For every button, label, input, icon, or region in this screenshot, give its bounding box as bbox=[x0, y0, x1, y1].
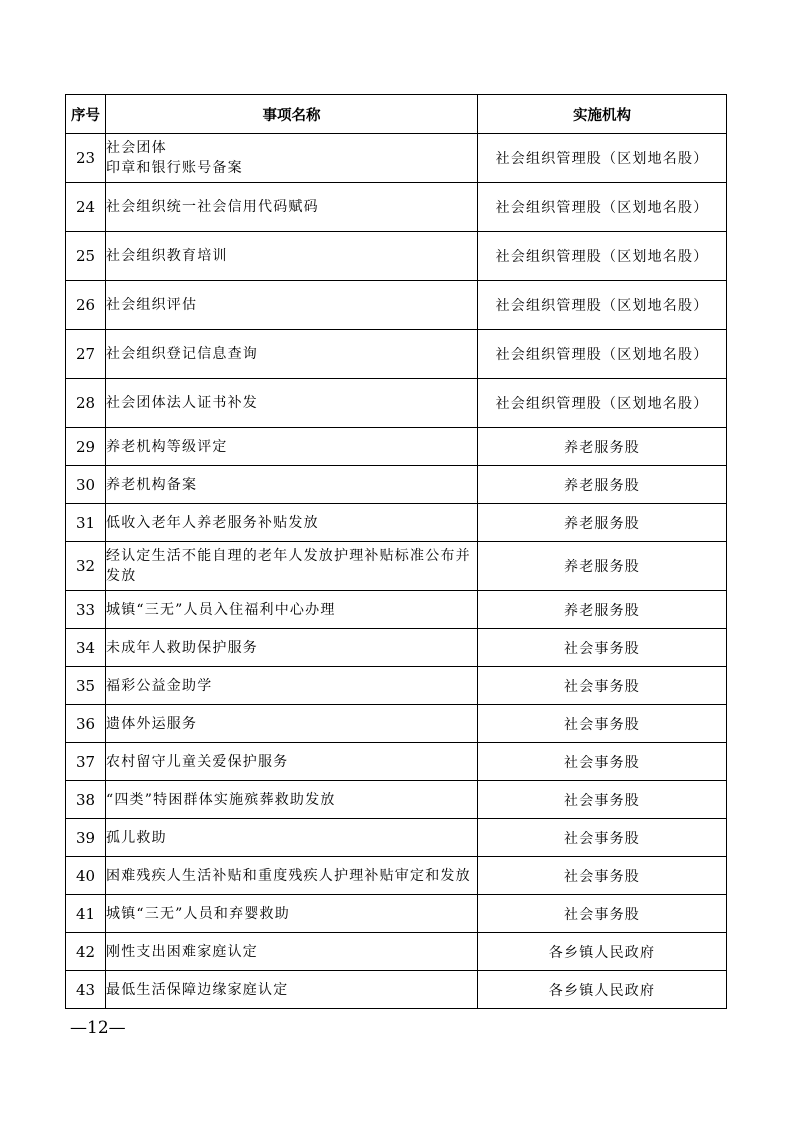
row-item-name: 刚性支出困难家庭认定 bbox=[106, 933, 478, 971]
header-name: 事项名称 bbox=[106, 95, 478, 134]
row-org: 养老服务股 bbox=[478, 504, 727, 542]
row-org: 社会事务股 bbox=[478, 819, 727, 857]
table-row bbox=[66, 281, 727, 330]
row-org: 社会组织管理股（区划地名股） bbox=[478, 281, 727, 330]
row-number: 34 bbox=[66, 629, 106, 667]
row-org: 社会事务股 bbox=[478, 743, 727, 781]
row-number: 35 bbox=[66, 667, 106, 705]
row-item-name: 经认定生活不能自理的老年人发放护理补贴标准公布并发放 bbox=[106, 542, 478, 591]
row-item-name: 社会团体法人证书补发 bbox=[106, 379, 478, 428]
row-org: 养老服务股 bbox=[478, 542, 727, 591]
table-row bbox=[66, 629, 727, 667]
row-org: 社会事务股 bbox=[478, 895, 727, 933]
page-number: —12— bbox=[70, 1018, 126, 1038]
table-row bbox=[66, 379, 727, 428]
row-item-name: 农村留守儿童关爱保护服务 bbox=[106, 743, 478, 781]
row-number: 25 bbox=[66, 232, 106, 281]
row-item-name: 低收入老年人养老服务补贴发放 bbox=[106, 504, 478, 542]
table-row bbox=[66, 232, 727, 281]
row-number: 32 bbox=[66, 542, 106, 591]
row-number: 31 bbox=[66, 504, 106, 542]
row-item-name: 社会组织教育培训 bbox=[106, 232, 478, 281]
table-header-row bbox=[66, 95, 727, 134]
row-number: 26 bbox=[66, 281, 106, 330]
row-item-name: 社会组织评估 bbox=[106, 281, 478, 330]
table-row bbox=[66, 667, 727, 705]
items-table bbox=[65, 94, 727, 1009]
header-org: 实施机构 bbox=[478, 95, 727, 134]
row-number: 43 bbox=[66, 971, 106, 1009]
table-row bbox=[66, 781, 727, 819]
table-row bbox=[66, 819, 727, 857]
row-number: 40 bbox=[66, 857, 106, 895]
row-org: 养老服务股 bbox=[478, 428, 727, 466]
table-row bbox=[66, 504, 727, 542]
table-row bbox=[66, 895, 727, 933]
row-item-name: 困难残疾人生活补贴和重度残疾人护理补贴审定和发放 bbox=[106, 857, 478, 895]
row-number: 28 bbox=[66, 379, 106, 428]
row-org: 社会事务股 bbox=[478, 705, 727, 743]
row-number: 29 bbox=[66, 428, 106, 466]
table-row bbox=[66, 933, 727, 971]
table-row bbox=[66, 591, 727, 629]
table-row bbox=[66, 428, 727, 466]
row-item-name: 城镇“三无”人员入住福利中心办理 bbox=[106, 591, 478, 629]
table-row bbox=[66, 705, 727, 743]
row-org: 社会组织管理股（区划地名股） bbox=[478, 232, 727, 281]
row-org: 社会组织管理股（区划地名股） bbox=[478, 330, 727, 379]
row-item-name: 遗体外运服务 bbox=[106, 705, 478, 743]
row-number: 38 bbox=[66, 781, 106, 819]
row-item-name: 最低生活保障边缘家庭认定 bbox=[106, 971, 478, 1009]
table-body bbox=[66, 134, 727, 1009]
row-number: 23 bbox=[66, 134, 106, 183]
row-item-name: 城镇“三无”人员和弃婴救助 bbox=[106, 895, 478, 933]
row-org: 各乡镇人民政府 bbox=[478, 933, 727, 971]
table-row bbox=[66, 857, 727, 895]
row-number: 33 bbox=[66, 591, 106, 629]
row-org: 社会事务股 bbox=[478, 667, 727, 705]
row-org: 社会事务股 bbox=[478, 781, 727, 819]
row-org: 养老服务股 bbox=[478, 466, 727, 504]
header-no: 序号 bbox=[66, 95, 106, 134]
row-item-name: 养老机构等级评定 bbox=[106, 428, 478, 466]
row-number: 24 bbox=[66, 183, 106, 232]
row-org: 社会组织管理股（区划地名股） bbox=[478, 134, 727, 183]
row-org: 社会事务股 bbox=[478, 629, 727, 667]
table-row bbox=[66, 542, 727, 591]
table-row bbox=[66, 134, 727, 183]
table-row bbox=[66, 971, 727, 1009]
row-org: 各乡镇人民政府 bbox=[478, 971, 727, 1009]
row-item-name: 社会组织登记信息查询 bbox=[106, 330, 478, 379]
row-item-name: 养老机构备案 bbox=[106, 466, 478, 504]
row-item-name: 孤儿救助 bbox=[106, 819, 478, 857]
row-item-name: 社会团体 印章和银行账号备案 bbox=[106, 134, 478, 183]
row-number: 30 bbox=[66, 466, 106, 504]
row-item-name: 社会组织统一社会信用代码赋码 bbox=[106, 183, 478, 232]
row-number: 42 bbox=[66, 933, 106, 971]
table-row bbox=[66, 466, 727, 504]
table-row bbox=[66, 330, 727, 379]
row-item-name: “四类”特困群体实施殡葬救助发放 bbox=[106, 781, 478, 819]
row-number: 41 bbox=[66, 895, 106, 933]
row-item-name: 福彩公益金助学 bbox=[106, 667, 478, 705]
row-item-name: 未成年人救助保护服务 bbox=[106, 629, 478, 667]
table-row bbox=[66, 183, 727, 232]
row-number: 39 bbox=[66, 819, 106, 857]
table-row bbox=[66, 743, 727, 781]
row-number: 27 bbox=[66, 330, 106, 379]
row-org: 养老服务股 bbox=[478, 591, 727, 629]
row-org: 社会组织管理股（区划地名股） bbox=[478, 183, 727, 232]
row-number: 36 bbox=[66, 705, 106, 743]
row-org: 社会事务股 bbox=[478, 857, 727, 895]
row-org: 社会组织管理股（区划地名股） bbox=[478, 379, 727, 428]
row-number: 37 bbox=[66, 743, 106, 781]
